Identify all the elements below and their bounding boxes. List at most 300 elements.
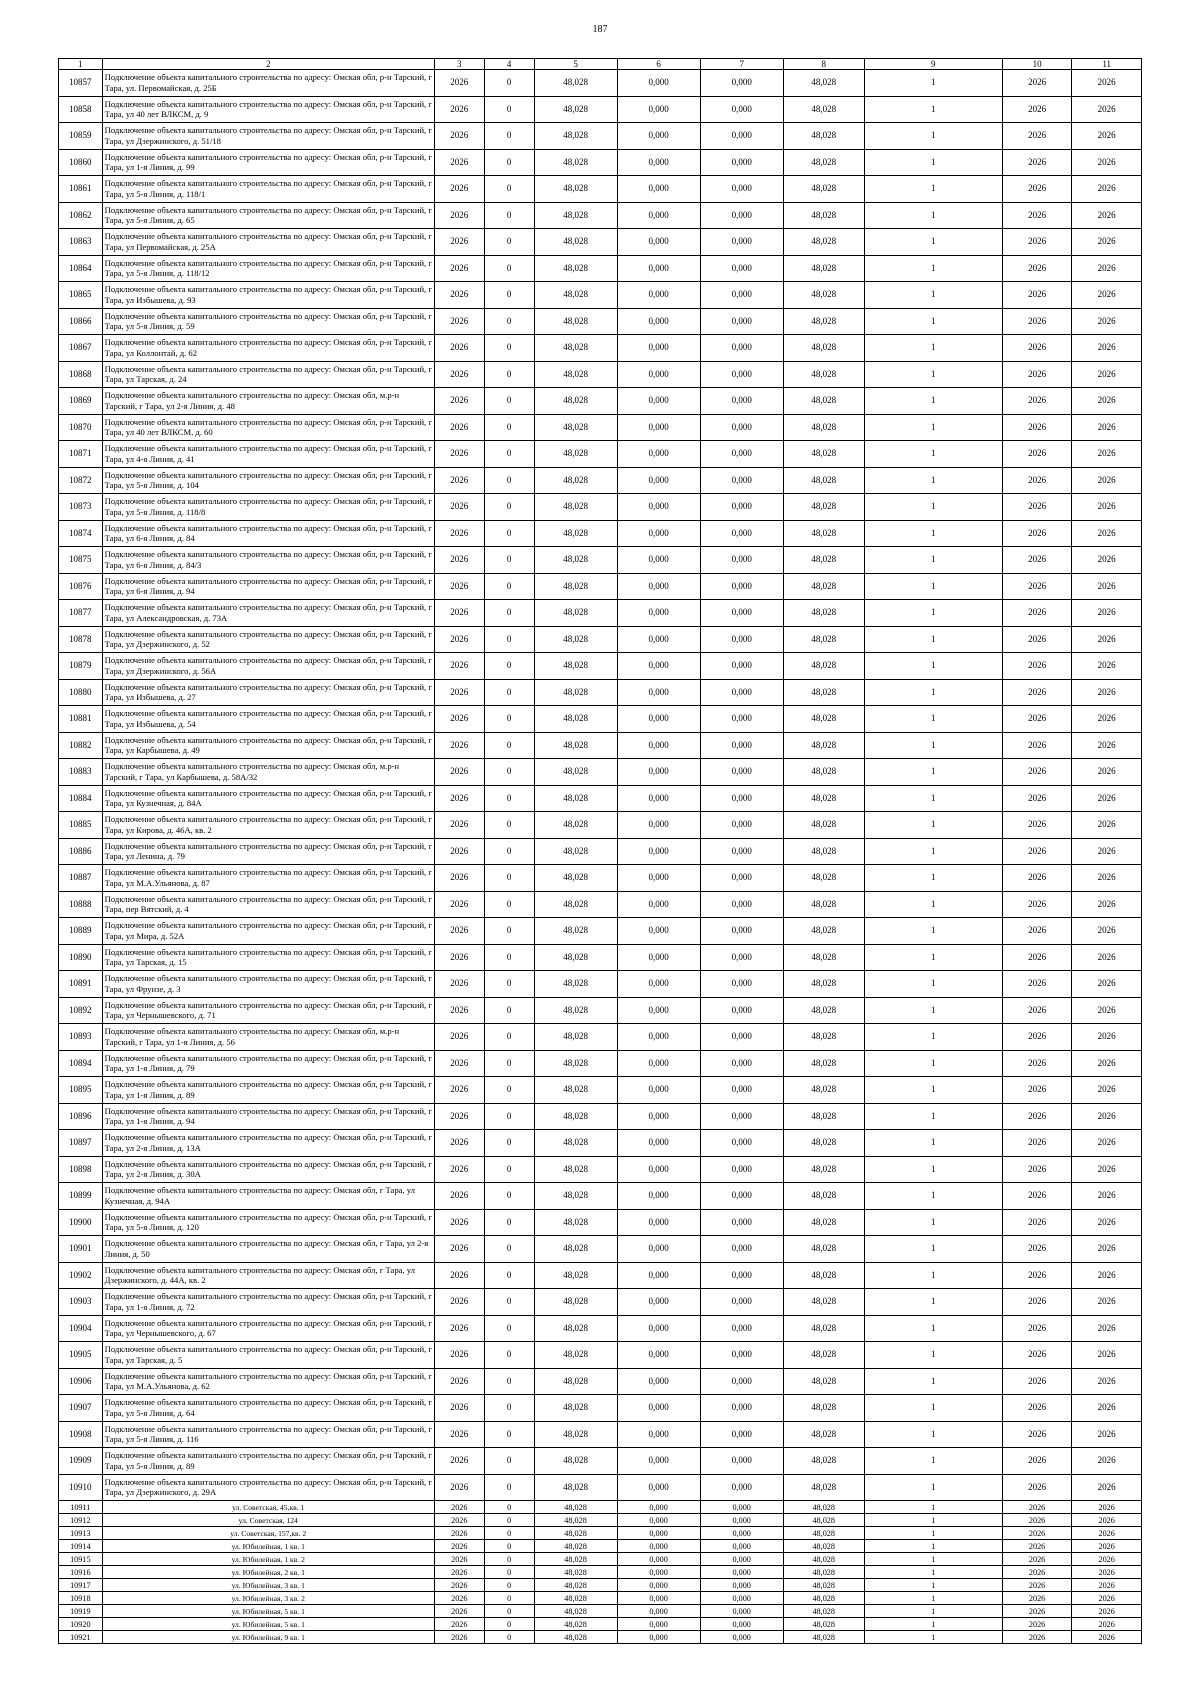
value-cell: 2026 [1002,441,1072,468]
value-cell: 0,000 [617,1448,700,1475]
row-number-cell: 10890 [59,944,103,971]
value-cell: 1 [864,1077,1002,1104]
value-cell: 2026 [1072,1566,1142,1579]
header-cell: 7 [700,59,783,70]
value-cell: 2026 [1002,1605,1072,1618]
value-cell: 0,000 [700,1501,783,1514]
value-cell: 0 [484,573,534,600]
value-cell: 0,000 [700,918,783,945]
value-cell: 0 [484,1592,534,1605]
value-cell: 48,028 [783,123,864,150]
table-row [59,971,1142,998]
value-cell: 2026 [1002,838,1072,865]
description-cell: ул. Юбилейная, 5 кв. 1 [102,1605,434,1618]
value-cell: 0,000 [700,838,783,865]
value-cell: 48,028 [783,467,864,494]
value-cell: 0,000 [617,600,700,627]
value-cell: 0,000 [617,1342,700,1369]
row-number-cell: 10873 [59,494,103,521]
value-cell: 0,000 [700,388,783,415]
value-cell: 0 [484,441,534,468]
value-cell: 0 [484,149,534,176]
value-cell: 1 [864,997,1002,1024]
value-cell: 48,028 [783,971,864,998]
value-cell: 1 [864,149,1002,176]
description-cell: Подключение объекта капитального строительства по адресу: Омская обл, р-н Тарский, г Тара, ул 2-я Линия, д. 13А [102,1130,434,1157]
table-row [59,149,1142,176]
value-cell: 2026 [434,812,484,839]
value-cell: 48,028 [783,891,864,918]
row-number-cell: 10870 [59,414,103,441]
value-cell: 48,028 [783,1474,864,1501]
value-cell: 2026 [1072,812,1142,839]
value-cell: 0,000 [617,149,700,176]
value-cell: 1 [864,1262,1002,1289]
value-cell: 0,000 [700,494,783,521]
value-cell: 0,000 [617,1236,700,1263]
value-cell: 0,000 [617,865,700,892]
value-cell: 2026 [434,494,484,521]
table-row [59,1631,1142,1644]
value-cell: 2026 [1072,1077,1142,1104]
value-cell: 0 [484,1553,534,1566]
table-row [59,759,1142,786]
value-cell: 2026 [1072,1315,1142,1342]
value-cell: 0 [484,1501,534,1514]
value-cell: 2026 [434,1050,484,1077]
row-number-cell: 10905 [59,1342,103,1369]
table-row [59,202,1142,229]
value-cell: 0,000 [617,123,700,150]
value-cell: 2026 [434,1315,484,1342]
value-cell: 1 [864,812,1002,839]
value-cell: 2026 [1072,1579,1142,1592]
value-cell: 1 [864,335,1002,362]
description-cell: Подключение объекта капитального строительства по адресу: Омская обл, р-н Тарский, г Тара, ул 5-я Линия, д. 118/8 [102,494,434,521]
value-cell: 0,000 [700,1474,783,1501]
value-cell: 2026 [1072,626,1142,653]
value-cell: 2026 [1072,706,1142,733]
description-cell: ул. Советская, 157,кв. 2 [102,1527,434,1540]
value-cell: 0,000 [700,1421,783,1448]
value-cell: 48,028 [534,1077,617,1104]
description-cell: Подключение объекта капитального строительства по адресу: Омская обл, р-н Тарский, г Тара, ул Александровская, д. 73А [102,600,434,627]
value-cell: 0,000 [617,176,700,203]
value-cell: 48,028 [534,732,617,759]
value-cell: 48,028 [534,600,617,627]
header-cell: 9 [864,59,1002,70]
value-cell: 48,028 [534,1315,617,1342]
description-cell: Подключение объекта капитального строительства по адресу: Омская обл, р-н Тарский, г Тара, ул 6-я Линия, д. 84 [102,520,434,547]
value-cell: 2026 [1072,679,1142,706]
value-cell: 2026 [1072,1605,1142,1618]
value-cell: 2026 [1072,918,1142,945]
description-cell: Подключение объекта капитального строительства по адресу: Омская обл, р-н Тарский, г Тара, ул 5-я Линия, д. 116 [102,1421,434,1448]
value-cell: 2026 [434,732,484,759]
value-cell: 48,028 [534,971,617,998]
value-cell: 0,000 [700,626,783,653]
value-cell: 1 [864,865,1002,892]
description-cell: Подключение объекта капитального строительства по адресу: Омская обл, г Тара, ул 2-я Линия, д. 50 [102,1236,434,1263]
row-number-cell: 10871 [59,441,103,468]
value-cell: 1 [864,1474,1002,1501]
value-cell: 2026 [434,1421,484,1448]
value-cell: 2026 [1002,1579,1072,1592]
value-cell: 2026 [1002,308,1072,335]
value-cell: 48,028 [783,1553,864,1566]
value-cell: 48,028 [534,679,617,706]
table-row [59,1566,1142,1579]
header-cell: 4 [484,59,534,70]
value-cell: 0,000 [700,1566,783,1579]
value-cell: 48,028 [783,600,864,627]
value-cell: 48,028 [534,1183,617,1210]
value-cell: 48,028 [783,1289,864,1316]
data-table [58,58,1142,1644]
value-cell: 48,028 [534,414,617,441]
value-cell: 48,028 [783,335,864,362]
value-cell: 2026 [434,600,484,627]
value-cell: 0,000 [700,706,783,733]
page-number: 187 [592,24,608,35]
value-cell: 48,028 [534,706,617,733]
row-number-cell: 10911 [59,1501,103,1514]
value-cell: 0,000 [700,1553,783,1566]
value-cell: 2026 [1002,335,1072,362]
value-cell: 48,028 [534,1368,617,1395]
description-cell: ул. Юбилейная, 5 кв. 1 [102,1618,434,1631]
value-cell: 0,000 [617,812,700,839]
value-cell: 2026 [1072,653,1142,680]
row-number-cell: 10894 [59,1050,103,1077]
row-number-cell: 10875 [59,547,103,574]
value-cell: 2026 [1002,149,1072,176]
value-cell: 0,000 [617,1183,700,1210]
description-cell: Подключение объекта капитального строительства по адресу: Омская обл, р-н Тарский, г Тара, ул Дзержинского, д. 29А [102,1474,434,1501]
value-cell: 2026 [1002,653,1072,680]
table-row [59,335,1142,362]
value-cell: 1 [864,626,1002,653]
value-cell: 2026 [1072,361,1142,388]
description-cell: ул. Юбилейная, 3 кв. 1 [102,1579,434,1592]
row-number-cell: 10864 [59,255,103,282]
value-cell: 2026 [1072,1262,1142,1289]
description-cell: Подключение объекта капитального строительства по адресу: Омская обл, р-н Тарский, г Тара, ул Дзержинского, д. 52 [102,626,434,653]
value-cell: 2026 [1072,1050,1142,1077]
value-cell: 2026 [1072,1540,1142,1553]
table-row [59,1421,1142,1448]
description-cell: Подключение объекта капитального строительства по адресу: Омская обл, р-н Тарский, г Тара, ул 5-я Линия, д. 65 [102,202,434,229]
value-cell: 2026 [434,997,484,1024]
value-cell: 48,028 [534,308,617,335]
value-cell: 1 [864,759,1002,786]
value-cell: 2026 [1002,997,1072,1024]
value-cell: 0 [484,70,534,97]
value-cell: 48,028 [534,1130,617,1157]
value-cell: 2026 [1072,865,1142,892]
table-row [59,1395,1142,1422]
row-number-cell: 10877 [59,600,103,627]
value-cell: 0,000 [700,785,783,812]
value-cell: 2026 [1072,1395,1142,1422]
value-cell: 0 [484,1631,534,1644]
value-cell: 0 [484,335,534,362]
value-cell: 48,028 [783,1050,864,1077]
value-cell: 48,028 [534,441,617,468]
value-cell: 1 [864,1183,1002,1210]
value-cell: 2026 [434,361,484,388]
description-cell: Подключение объекта капитального строительства по адресу: Омская обл, г Тара, ул Дзержинского, д. 44А, кв. 2 [102,1262,434,1289]
description-cell: Подключение объекта капитального строительства по адресу: Омская обл, г Тара, ул Кузнечная, д. 94А [102,1183,434,1210]
value-cell: 2026 [1072,467,1142,494]
value-cell: 2026 [1002,123,1072,150]
value-cell: 48,028 [783,1618,864,1631]
value-cell: 2026 [1072,547,1142,574]
value-cell: 48,028 [783,732,864,759]
value-cell: 48,028 [534,520,617,547]
row-number-cell: 10892 [59,997,103,1024]
value-cell: 2026 [1002,1527,1072,1540]
value-cell: 2026 [434,308,484,335]
table-row [59,1156,1142,1183]
value-cell: 2026 [1072,282,1142,309]
value-cell: 2026 [434,547,484,574]
value-cell: 48,028 [534,997,617,1024]
value-cell: 2026 [1002,732,1072,759]
row-number-cell: 10882 [59,732,103,759]
value-cell: 2026 [434,255,484,282]
value-cell: 0,000 [700,96,783,123]
table-row [59,918,1142,945]
description-cell: Подключение объекта капитального строительства по адресу: Омская обл, р-н Тарский, г Тара, ул Избышева, д. 93 [102,282,434,309]
value-cell: 0 [484,918,534,945]
row-number-cell: 10902 [59,1262,103,1289]
description-cell: Подключение объекта капитального строительства по адресу: Омская обл, р-н Тарский, г Тара, пер Вятский, д. 4 [102,891,434,918]
value-cell: 0,000 [700,1514,783,1527]
description-cell: Подключение объекта капитального строительства по адресу: Омская обл, р-н Тарский, г Тара, ул Фрунзе, д. 3 [102,971,434,998]
value-cell: 0,000 [617,1566,700,1579]
value-cell: 48,028 [534,1289,617,1316]
value-cell: 0,000 [700,1183,783,1210]
value-cell: 48,028 [783,1605,864,1618]
value-cell: 48,028 [534,70,617,97]
table-row [59,865,1142,892]
description-cell: Подключение объекта капитального строительства по адресу: Омская обл, р-н Тарский, г Тара, ул 2-я Линия, д. 30А [102,1156,434,1183]
row-number-cell: 10909 [59,1448,103,1475]
value-cell: 0,000 [700,520,783,547]
value-cell: 1 [864,1130,1002,1157]
value-cell: 1 [864,653,1002,680]
value-cell: 2026 [1002,361,1072,388]
value-cell: 0,000 [617,1553,700,1566]
value-cell: 2026 [1002,1618,1072,1631]
value-cell: 2026 [1072,96,1142,123]
value-cell: 0,000 [617,838,700,865]
value-cell: 0,000 [617,1156,700,1183]
row-number-cell: 10859 [59,123,103,150]
description-cell: Подключение объекта капитального строительства по адресу: Омская обл, м.р-н Тарский, г Тара, ул 2-я Линия, д. 48 [102,388,434,415]
table-row [59,1289,1142,1316]
value-cell: 2026 [1072,123,1142,150]
value-cell: 1 [864,96,1002,123]
row-number-cell: 10887 [59,865,103,892]
value-cell: 48,028 [783,441,864,468]
value-cell: 1 [864,838,1002,865]
value-cell: 0 [484,494,534,521]
value-cell: 1 [864,70,1002,97]
value-cell: 2026 [1072,1631,1142,1644]
value-cell: 0,000 [617,361,700,388]
value-cell: 1 [864,1618,1002,1631]
value-cell: 48,028 [534,494,617,521]
value-cell: 0,000 [700,1368,783,1395]
value-cell: 2026 [1072,1514,1142,1527]
table-row [59,1618,1142,1631]
value-cell: 0,000 [700,1130,783,1157]
value-cell: 2026 [1072,1618,1142,1631]
value-cell: 0,000 [617,494,700,521]
row-number-cell: 10914 [59,1540,103,1553]
value-cell: 2026 [1072,308,1142,335]
value-cell: 48,028 [783,149,864,176]
row-number-cell: 10895 [59,1077,103,1104]
value-cell: 2026 [1002,573,1072,600]
value-cell: 2026 [434,1501,484,1514]
value-cell: 0,000 [700,1448,783,1475]
value-cell: 48,028 [534,918,617,945]
value-cell: 48,028 [534,865,617,892]
value-cell: 0,000 [700,1262,783,1289]
row-number-cell: 10868 [59,361,103,388]
value-cell: 2026 [1002,1501,1072,1514]
value-cell: 0,000 [617,891,700,918]
table-row [59,1540,1142,1553]
value-cell: 0,000 [700,1592,783,1605]
value-cell: 48,028 [534,944,617,971]
value-cell: 48,028 [534,335,617,362]
value-cell: 0,000 [617,732,700,759]
value-cell: 2026 [434,229,484,256]
table-row [59,1514,1142,1527]
value-cell: 0,000 [700,176,783,203]
value-cell: 2026 [1002,388,1072,415]
table-row [59,1183,1142,1210]
value-cell: 0 [484,202,534,229]
value-cell: 2026 [1002,1050,1072,1077]
value-cell: 48,028 [534,202,617,229]
value-cell: 0 [484,520,534,547]
table-row [59,1050,1142,1077]
value-cell: 0,000 [617,467,700,494]
value-cell: 48,028 [534,1103,617,1130]
value-cell: 0,000 [700,335,783,362]
value-cell: 2026 [1002,865,1072,892]
value-cell: 2026 [1072,1209,1142,1236]
value-cell: 48,028 [783,176,864,203]
value-cell: 2026 [1002,1553,1072,1566]
value-cell: 0 [484,1395,534,1422]
value-cell: 0 [484,759,534,786]
value-cell: 2026 [434,388,484,415]
description-cell: ул. Юбилейная, 1 кв. 2 [102,1553,434,1566]
value-cell: 0 [484,1236,534,1263]
value-cell: 0 [484,679,534,706]
value-cell: 2026 [1072,1527,1142,1540]
value-cell: 48,028 [783,1448,864,1475]
table-row [59,944,1142,971]
value-cell: 0,000 [700,1579,783,1592]
value-cell: 1 [864,414,1002,441]
value-cell: 1 [864,1315,1002,1342]
value-cell: 0,000 [617,255,700,282]
table-row [59,176,1142,203]
row-number-cell: 10917 [59,1579,103,1592]
value-cell: 1 [864,1448,1002,1475]
value-cell: 48,028 [534,759,617,786]
value-cell: 48,028 [534,1514,617,1527]
row-number-cell: 10920 [59,1618,103,1631]
value-cell: 2026 [1072,414,1142,441]
value-cell: 48,028 [783,1527,864,1540]
header-cell: 3 [434,59,484,70]
value-cell: 1 [864,361,1002,388]
value-cell: 0 [484,626,534,653]
value-cell: 0,000 [700,1605,783,1618]
value-cell: 0,000 [617,1514,700,1527]
value-cell: 2026 [434,282,484,309]
value-cell: 48,028 [783,388,864,415]
row-number-cell: 10899 [59,1183,103,1210]
value-cell: 0,000 [617,1262,700,1289]
value-cell: 0,000 [700,1618,783,1631]
value-cell: 2026 [434,1368,484,1395]
table-row [59,1592,1142,1605]
description-cell: Подключение объекта капитального строительства по адресу: Омская обл, р-н Тарский, г Тара, ул 5-я Линия, д. 120 [102,1209,434,1236]
description-cell: ул. Советская, 124 [102,1514,434,1527]
value-cell: 2026 [1072,1553,1142,1566]
value-cell: 2026 [1072,202,1142,229]
value-cell: 2026 [1002,1368,1072,1395]
value-cell: 1 [864,1368,1002,1395]
value-cell: 48,028 [783,1514,864,1527]
value-cell: 0 [484,96,534,123]
value-cell: 1 [864,1592,1002,1605]
value-cell: 2026 [434,1631,484,1644]
value-cell: 48,028 [783,1315,864,1342]
value-cell: 1 [864,1342,1002,1369]
value-cell: 1 [864,785,1002,812]
table-row [59,679,1142,706]
value-cell: 0 [484,414,534,441]
table-row [59,1474,1142,1501]
value-cell: 1 [864,282,1002,309]
description-cell: Подключение объекта капитального строительства по адресу: Омская обл, р-н Тарский, г Тара, ул М.А.Ульянова, д. 62 [102,1368,434,1395]
value-cell: 0 [484,838,534,865]
description-cell: Подключение объекта капитального строительства по адресу: Омская обл, р-н Тарский, г Тара, ул 5-я Линия, д. 89 [102,1448,434,1475]
value-cell: 0,000 [700,123,783,150]
value-cell: 1 [864,1501,1002,1514]
value-cell: 0 [484,785,534,812]
description-cell: ул. Юбилейная, 9 кв. 1 [102,1631,434,1644]
value-cell: 0,000 [617,573,700,600]
value-cell: 2026 [434,1527,484,1540]
value-cell: 1 [864,1236,1002,1263]
row-number-cell: 10900 [59,1209,103,1236]
value-cell: 2026 [434,467,484,494]
value-cell: 2026 [1072,149,1142,176]
value-cell: 2026 [1002,282,1072,309]
value-cell: 1 [864,1631,1002,1644]
